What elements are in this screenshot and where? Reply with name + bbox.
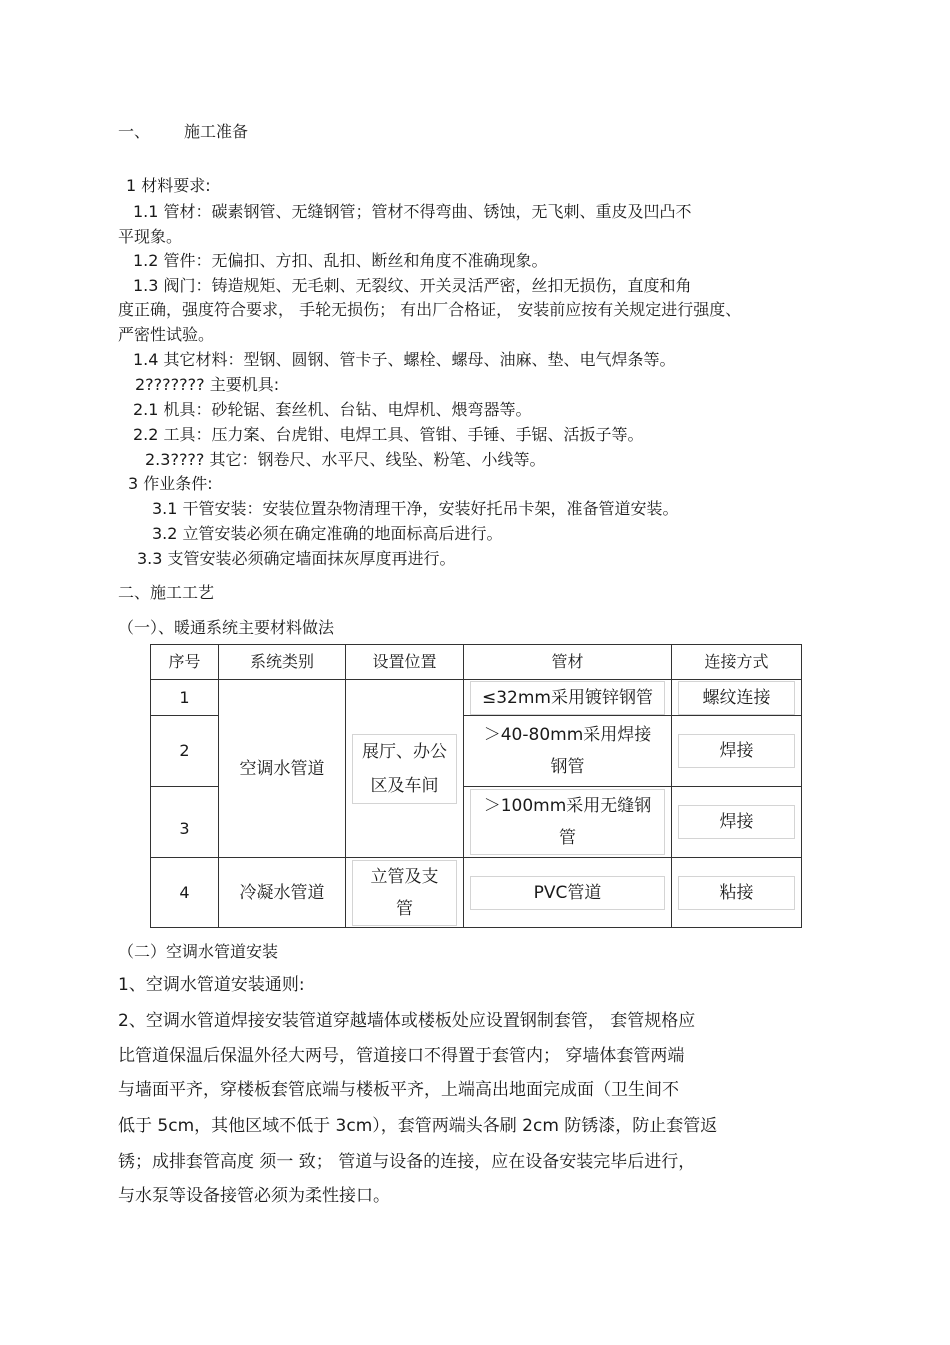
connection-text: 焊接: [678, 805, 795, 839]
list-item: 1.2 管件：无偏扣、方扣、乱扣、断丝和角度不准确现象。: [133, 251, 548, 270]
list-item: 度正确，强度符合要求， 手轮无损伤； 有出厂合格证， 安装前应按有关规定进行强度、: [118, 300, 742, 319]
paragraph-line: 与墙面平齐，穿楼板套管底端与楼板平齐，上端高出地面完成面（卫生间不: [118, 1080, 679, 1100]
table-row: [151, 858, 802, 928]
list-item: 3.2 立管安装必须在确定准确的地面标高后进行。: [152, 524, 503, 543]
connection-cell: [672, 716, 802, 787]
list-item: 3 作业条件:: [128, 474, 213, 493]
header-index: 序号: [151, 645, 219, 680]
paragraph-line: 2、空调水管道焊接安装管道穿越墙体或楼板处应设置钢制套管， 套管规格应: [118, 1011, 696, 1031]
list-item: 1 材料要求:: [126, 176, 211, 195]
row-index: 1: [151, 680, 219, 716]
list-item: 严密性试验。: [118, 325, 215, 344]
header-pipe-material: 管材: [464, 645, 672, 680]
list-item: 1.1 管材：碳素钢管、无缝钢管；管材不得弯曲、锈蚀，无飞刺、重皮及凹凸不: [133, 202, 692, 221]
pipe-material-cell: [464, 787, 672, 858]
list-item: 2.1 机具：砂轮锯、套丝机、台钻、电焊机、煨弯器等。: [133, 400, 532, 419]
section-title-number: 一、: [118, 122, 151, 141]
paragraph-line: 锈；成排套管高度 须一 致； 管道与设备的连接，应在设备安装完毕后进行，: [118, 1152, 696, 1172]
location-line: 立管及支: [370, 866, 439, 887]
paragraph-line: 与水泵等设备接管必须为柔性接口。: [118, 1186, 390, 1206]
header-system-type: 系统类别: [219, 645, 346, 680]
header-location: 设置位置: [346, 645, 464, 680]
section-title: 二、施工工艺: [118, 583, 215, 602]
section-title: 施工准备: [184, 122, 249, 141]
system-type-cell: 冷凝水管道: [219, 858, 346, 928]
location-cell: [346, 680, 464, 858]
list-item: 1.3 阀门：铸造规矩、无毛刺、无裂纹、开关灵活严密，丝扣无损伤，直度和角: [133, 276, 692, 295]
header-connection: 连接方式: [672, 645, 802, 680]
paragraph-line: 低于 5cm，其他区域不低于 3cm），套管两端头各刷 2cm 防锈漆，防止套管返: [118, 1116, 718, 1136]
pipe-material-cell: [464, 858, 672, 928]
pipe-material-line: ＞40-80mm采用焊接: [483, 725, 652, 745]
materials-table: [150, 644, 802, 928]
pipe-material-line: 管: [559, 828, 576, 848]
list-item: 3.1 干管安装：安装位置杂物清理干净，安装好托吊卡架，准备管道安装。: [152, 499, 679, 518]
connection-cell: [672, 787, 802, 858]
table-header-row: [151, 645, 802, 680]
list-item: 3.3 支管安装必须确定墙面抹灰厚度再进行。: [137, 549, 456, 568]
location-line: 区及车间: [370, 775, 439, 796]
location-line: 管: [396, 898, 413, 919]
pipe-material-text: PVC管道: [470, 876, 665, 910]
pipe-material-cell: [464, 680, 672, 716]
location-cell: [346, 858, 464, 928]
list-item: 2.3???? 其它：钢卷尺、水平尺、线坠、粉笔、小线等。: [145, 450, 546, 469]
list-item: 平现象。: [118, 227, 183, 246]
row-index: 2: [151, 716, 219, 787]
connection-cell: [672, 680, 802, 716]
pipe-material-cell: [464, 716, 672, 787]
location-line: 展厅、办公: [362, 741, 447, 762]
connection-text: 螺纹连接: [678, 681, 795, 715]
paragraph-line: 比管道保温后保温外径大两号，管道接口不得置于套管内； 穿墙体套管两端: [118, 1046, 685, 1066]
connection-cell: [672, 858, 802, 928]
list-item: 2.2 工具：压力案、台虎钳、电焊工具、管钳、手锤、手锯、活扳子等。: [133, 425, 644, 444]
connection-text: 焊接: [678, 734, 795, 768]
list-item: 2??????? 主要机具:: [135, 375, 280, 394]
pipe-material-line: ＞100mm采用无缝钢: [483, 796, 652, 816]
system-type-cell: 空调水管道: [219, 680, 346, 858]
row-index: 4: [151, 858, 219, 928]
list-item: 1.4 其它材料：型钢、圆钢、管卡子、螺栓、螺母、油麻、垫、电气焊条等。: [133, 350, 676, 369]
table-row: [151, 680, 802, 716]
subsection-title: （一）、暖通系统主要材料做法: [118, 618, 335, 637]
connection-text: 粘接: [678, 876, 795, 910]
subsection-title: （二）空调水管道安装: [118, 942, 279, 961]
paragraph-line: 1、空调水管道安装通则:: [118, 975, 305, 995]
pipe-material-line: 钢管: [550, 757, 585, 777]
pipe-material-text: ≤32mm采用镀锌钢管: [470, 681, 665, 715]
row-index: 3: [151, 787, 219, 858]
